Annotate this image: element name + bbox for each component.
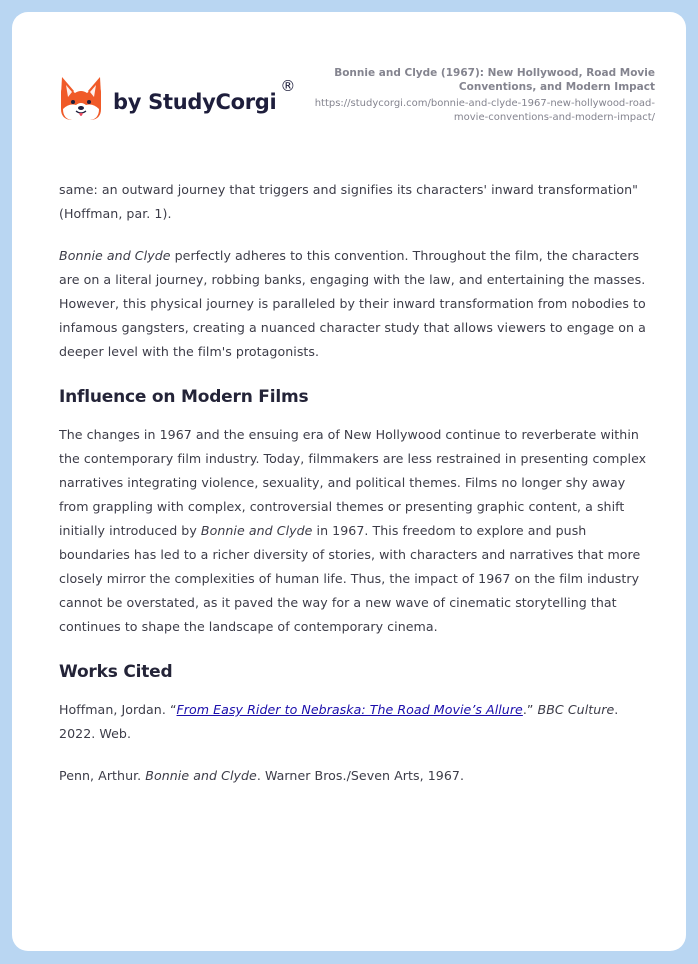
citation-tail: . 2022. Web. <box>59 702 619 741</box>
citation-author: Hoffman, Jordan. “ <box>59 702 177 717</box>
registered-mark: ® <box>280 77 296 95</box>
citation-link[interactable]: From Easy Rider to Nebraska: The Road Movie’s Allure <box>176 702 523 717</box>
paragraph-text: in 1967. This freedom to explore and push boundaries has led to a richer diversity of stories, with characters and narratives that more closely mirror the complexities of human life. Thus, the impact of 1967 on the film industry cannot be overstated, as it paved the way for a new wave of cinematic storytelling that continues to shape the landscape of contemporary cinema. <box>59 523 641 634</box>
document-card <box>12 12 686 951</box>
document-header <box>12 12 686 162</box>
logo-wordmark: by StudyCorgi <box>113 90 277 114</box>
section-heading-works-cited: Works Cited <box>59 662 173 682</box>
intro-paragraph: same: an outward journey that triggers and signifies its characters' inward transformation" (Hoffman, par. 1). <box>59 182 639 221</box>
document-body <box>59 178 649 806</box>
citation-publication: BBC Culture <box>537 702 615 717</box>
document-title: Bonnie and Clyde (1967): New Hollywood, Road Movie Conventions, and Modern Impact <box>334 67 655 93</box>
convention-paragraph <box>59 244 649 364</box>
citation-punct: .” <box>522 702 538 717</box>
citation-author: Penn, Arthur. <box>59 768 146 783</box>
studycorgi-logo[interactable] <box>59 75 295 121</box>
influence-paragraph <box>59 423 649 639</box>
citation-title: Bonnie and Clyde <box>145 768 257 783</box>
film-title-italic: Bonnie and Clyde <box>59 248 171 263</box>
section-heading-influence: Influence on Modern Films <box>59 387 309 407</box>
citation-penn <box>59 764 649 788</box>
citation-hoffman <box>59 698 649 746</box>
citation-tail: . Warner Bros./Seven Arts, 1967. <box>256 768 465 783</box>
film-title-italic: Bonnie and Clyde <box>200 523 313 538</box>
paragraph-text: The changes in 1967 and the ensuing era of New Hollywood continue to reverberate within the contemporary film industry. Today, filmmakers are less restrained in presenting complex narratives integrating violence, sexuality, and political themes. Films no longer shy away from grappling with complex, controversial themes or presenting graphic content, a shift initially introduced by <box>59 427 647 538</box>
corgi-logo-icon <box>59 75 103 121</box>
paragraph-text: perfectly adheres to this convention. Throughout the film, the characters are on a literal journey, robbing banks, engaging with the law, and entertaining the masses. However, this physical journey is paralleled by their inward transformation from nobodies to infamous gangsters, creating a nuanced character study that allows viewers to engage on a deeper level with the film's protagonists. <box>59 248 646 359</box>
document-meta <box>295 66 655 124</box>
document-url[interactable]: https://studycorgi.com/bonnie-and-clyde-1967-new-hollywood-road-movie-conventions-and-modern-impact/ <box>314 98 655 123</box>
